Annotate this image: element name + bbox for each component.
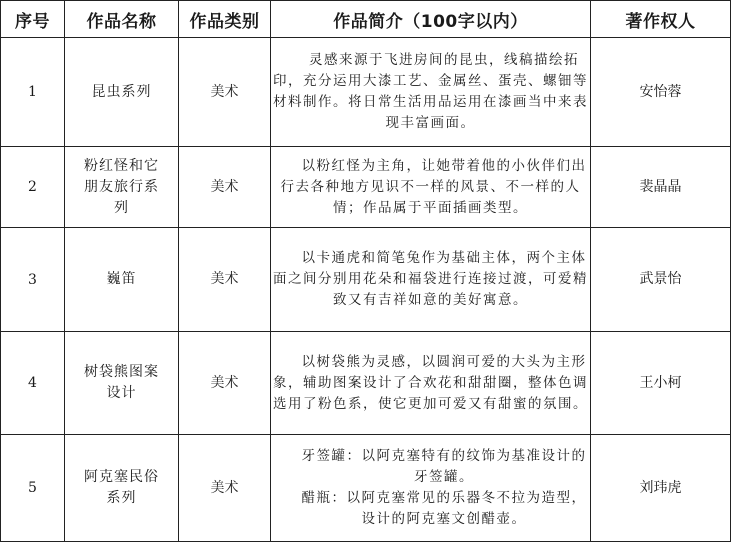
- row-author: 安怡蓉: [591, 38, 731, 147]
- row-category: 美术: [179, 435, 271, 542]
- header-row: [1, 1, 731, 38]
- header-index: 序号: [1, 1, 65, 38]
- description-paragraph: 牙签罐：以阿克塞特有的纹饰为基准设计的牙签罐。: [301, 448, 587, 485]
- row-name: [65, 435, 179, 542]
- row-author: 裴晶晶: [591, 147, 731, 228]
- description-paragraph: 灵感来源于飞进房间的昆虫，线稿描绘拓印，充分运用大漆工艺、金属丝、蛋壳、螺钿等材料制作。将日常生活用品运用在漆画当中来表现丰富画面。: [273, 52, 588, 131]
- row-description: [271, 332, 591, 435]
- row-category: 美术: [179, 38, 271, 147]
- header-author: 著作权人: [591, 1, 731, 38]
- row-name-text: 巍笛: [106, 271, 137, 287]
- row-name-text: 树袋熊图案设计: [84, 364, 159, 401]
- row-category: 美术: [179, 147, 271, 228]
- table-row: [1, 228, 731, 332]
- description-paragraph: 以粉红怪为主角，让她带着他的小伙伴们出行去各种地方见识不一样的风景、不一样的人情；作品属于平面插画类型。: [280, 157, 587, 216]
- row-name: [65, 38, 179, 147]
- description-paragraph: 以卡通虎和简笔兔作为基础主体，两个主体面之间分别用花朵和福袋进行连接过渡，可爱精致又有吉祥如意的美好寓意。: [273, 250, 588, 308]
- header-category: 作品类别: [179, 1, 271, 38]
- row-description: [271, 38, 591, 147]
- description-paragraph: 以树袋熊为灵感，以圆润可爱的大头为主形象，辅助图案设计了合欢花和甜甜圈，整体色调选用了粉色系，使它更加可爱又有甜蜜的氛围。: [273, 353, 588, 412]
- row-name-text: 阿克塞民俗系列: [84, 469, 159, 506]
- row-name: [65, 147, 179, 228]
- table-row: [1, 38, 731, 147]
- row-index: 2: [1, 147, 65, 228]
- row-description: [271, 228, 591, 332]
- table-row: [1, 435, 731, 542]
- row-index: 3: [1, 228, 65, 332]
- row-index: 5: [1, 435, 65, 542]
- row-name: [65, 228, 179, 332]
- description-paragraph: 醋瓶：以阿克塞常见的乐器冬不拉为造型，设计的阿克塞文创醋壶。: [301, 490, 587, 527]
- row-category: 美术: [179, 332, 271, 435]
- row-index: 1: [1, 38, 65, 147]
- row-name: [65, 332, 179, 435]
- row-category: 美术: [179, 228, 271, 332]
- row-description: [271, 147, 591, 228]
- table-row: [1, 147, 731, 228]
- row-name-text: 粉红怪和它朋友旅行系列: [84, 157, 159, 216]
- row-author: 王小柯: [591, 332, 731, 435]
- row-description: [271, 435, 591, 542]
- header-description: 作品简介（100字以内）: [271, 1, 591, 38]
- row-name-text: 昆虫系列: [91, 83, 152, 100]
- header-name: 作品名称: [65, 1, 179, 38]
- table-row: [1, 332, 731, 435]
- row-author: 武景怡: [591, 228, 731, 332]
- row-author: 刘玮虎: [591, 435, 731, 542]
- row-index: 4: [1, 332, 65, 435]
